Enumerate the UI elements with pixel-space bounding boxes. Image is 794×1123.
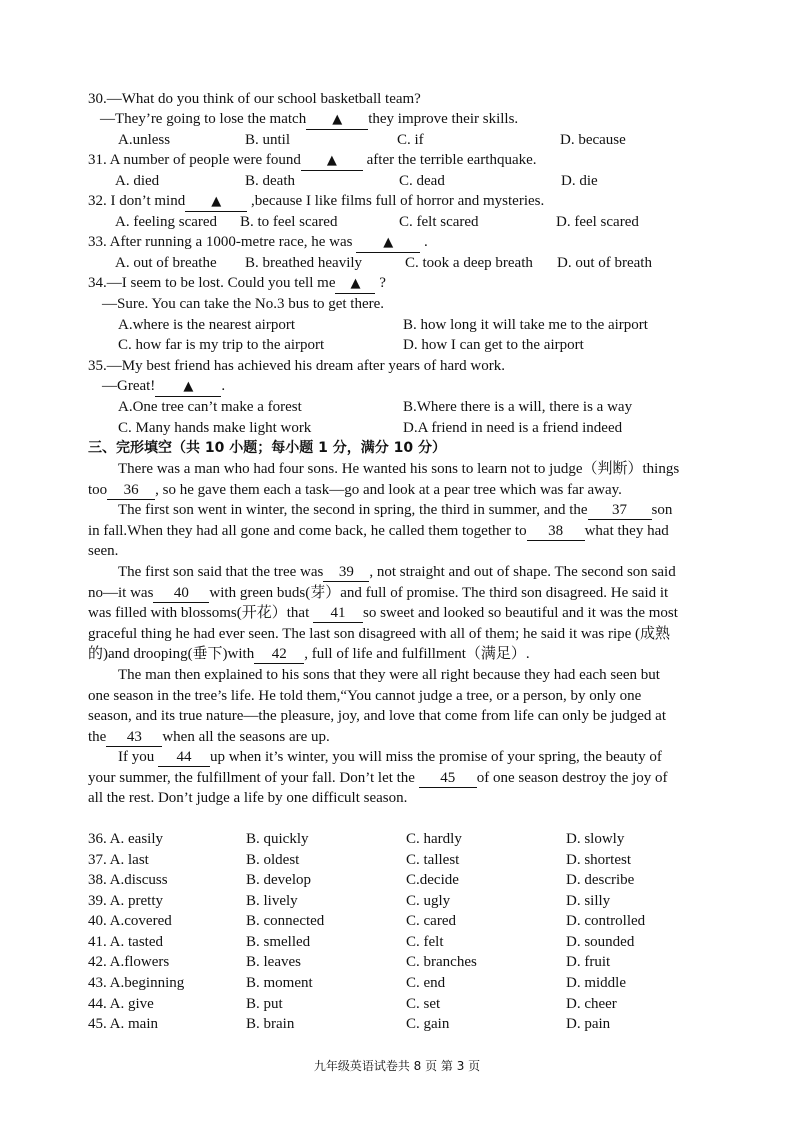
passage-line bbox=[88, 727, 330, 747]
q32-option-b: B. to feel scared bbox=[240, 214, 338, 230]
choice-row-38-b: B. develop bbox=[246, 872, 311, 888]
passage-line: season, and its true nature—the pleasure, joy, and love that come from life can only be judged at bbox=[88, 708, 667, 724]
q35-reply-after: . bbox=[221, 378, 226, 394]
choice-row-37-b: B. oldest bbox=[246, 852, 300, 868]
triangle-icon: ▲ bbox=[383, 235, 394, 250]
passage-line: seen. bbox=[88, 543, 119, 559]
q33-option-b: B. breathed heavily bbox=[245, 255, 363, 271]
blank-38: 38 bbox=[527, 522, 585, 541]
choice-row-41-b: B. smelled bbox=[246, 934, 311, 950]
passage-text: of one season destroy the joy of bbox=[476, 770, 668, 786]
passage-text: was filled with blossoms(开花）that bbox=[88, 605, 313, 621]
q33-before: 33. After running a 1000-metre race, he was bbox=[88, 234, 357, 250]
blank-42: 42 bbox=[254, 645, 304, 664]
passage-text: , not straight and out of shape. The second son said bbox=[369, 564, 676, 580]
blank-43: 43 bbox=[106, 728, 162, 747]
q35-option-d: D.A friend in need is a friend indeed bbox=[403, 420, 623, 436]
q34-option-d: D. how I can get to the airport bbox=[403, 337, 584, 353]
passage-text: , full of life and fulfillment（满足）. bbox=[304, 646, 530, 662]
q31-blank bbox=[301, 151, 363, 171]
blank-44: 44 bbox=[158, 748, 210, 767]
q34-before: 34.—I seem to be lost. Could you tell me bbox=[88, 275, 336, 291]
q34-option-c: C. how far is my trip to the airport bbox=[118, 337, 325, 353]
choice-row-43-b: B. moment bbox=[246, 975, 313, 991]
passage-text: If you bbox=[118, 749, 158, 765]
passage-line bbox=[88, 768, 668, 788]
q31-before: 31. A number of people were found bbox=[88, 152, 301, 168]
choice-row-44-b: B. put bbox=[246, 996, 283, 1012]
q30-blank bbox=[306, 110, 368, 130]
blank-37: 37 bbox=[588, 501, 652, 520]
choice-row-41-c: C. felt bbox=[406, 934, 444, 950]
q35-reply-before: —Great! bbox=[102, 378, 156, 394]
choice-row-39-b: B. lively bbox=[246, 893, 298, 909]
choice-row-43-d: D. middle bbox=[566, 975, 626, 991]
triangle-icon: ▲ bbox=[350, 276, 361, 291]
q35-blank bbox=[155, 377, 221, 397]
choice-row-45-c: C. gain bbox=[406, 1016, 450, 1032]
blank-36: 36 bbox=[107, 481, 155, 500]
passage-line: all the rest. Don’t judge a life by one difficult season. bbox=[88, 790, 408, 806]
choice-row-43-a: 43. A.beginning bbox=[88, 975, 185, 991]
choice-row-40-a: 40. A.covered bbox=[88, 913, 172, 929]
choice-row-37-a: 37. A. last bbox=[88, 852, 149, 868]
passage-text: your summer, the fulfillment of your fall. Don’t let the bbox=[88, 770, 419, 786]
q32-after: ,because I like films full of horror and mysteries. bbox=[247, 193, 545, 209]
passage-line: graceful thing he had ever seen. The last son disagreed with all of them; he said it was ripe (成熟 bbox=[88, 626, 671, 642]
blank-45: 45 bbox=[419, 769, 477, 788]
passage-line bbox=[88, 521, 669, 541]
passage-text: The first son said that the tree was bbox=[118, 564, 324, 580]
passage-text: too bbox=[88, 482, 108, 498]
q33-option-c: C. took a deep breath bbox=[405, 255, 533, 271]
choice-row-42-c: C. branches bbox=[406, 954, 477, 970]
choice-row-39-c: C. ugly bbox=[406, 893, 451, 909]
question-30-stem: 30.—What do you think of our school basketball team? bbox=[88, 91, 421, 107]
passage-text: 的)and drooping(垂下)with bbox=[88, 646, 255, 662]
choice-row-44-c: C. set bbox=[406, 996, 441, 1012]
section-3-title: 三、完形填空（共 10 小题；每小题 1 分，满分 10 分） bbox=[88, 440, 446, 456]
passage-text: in fall.When they had all gone and come back, he called them together to bbox=[88, 523, 527, 539]
passage-text: The first son went in winter, the second in spring, the third in summer, and the bbox=[118, 502, 588, 518]
passage-line: The man then explained to his sons that they were all right because they had each seen but bbox=[118, 667, 660, 683]
question-34-stem bbox=[88, 273, 386, 293]
choice-row-42-b: B. leaves bbox=[246, 954, 301, 970]
q34-option-b: B. how long it will take me to the airport bbox=[403, 317, 648, 333]
q33-option-d: D. out of breath bbox=[557, 255, 652, 271]
choice-row-44-a: 44. A. give bbox=[88, 996, 154, 1012]
question-34-reply: —Sure. You can take the No.3 bus to get there. bbox=[102, 296, 385, 312]
choice-row-43-c: C. end bbox=[406, 975, 446, 991]
choice-row-36-b: B. quickly bbox=[246, 831, 309, 847]
choice-row-39-d: D. silly bbox=[566, 893, 611, 909]
choice-row-38-a: 38. A.discuss bbox=[88, 872, 168, 888]
passage-text: son bbox=[651, 502, 673, 518]
q34-option-a: A.where is the nearest airport bbox=[118, 317, 296, 333]
q30-option-b: B. until bbox=[245, 132, 291, 148]
q33-blank bbox=[356, 233, 420, 253]
passage-line: one season in the tree’s life. He told them,“You cannot judge a tree, or a person, by only one bbox=[88, 688, 642, 704]
choice-row-37-d: D. shortest bbox=[566, 852, 631, 868]
q31-after: after the terrible earthquake. bbox=[362, 152, 537, 168]
question-32-stem bbox=[88, 191, 544, 211]
q31-option-c: C. dead bbox=[399, 173, 445, 189]
q31-option-b: B. death bbox=[245, 173, 295, 189]
q30-option-d: D. because bbox=[560, 132, 626, 148]
question-30-reply bbox=[100, 109, 518, 129]
q34-blank bbox=[335, 274, 375, 294]
q32-option-a: A. feeling scared bbox=[115, 214, 218, 230]
choice-row-40-c: C. cared bbox=[406, 913, 456, 929]
choice-row-39-a: 39. A. pretty bbox=[88, 893, 163, 909]
passage-text: , so he gave them each a task—go and look at a pear tree which was far away. bbox=[155, 482, 622, 498]
choice-row-41-d: D. sounded bbox=[566, 934, 635, 950]
choice-row-37-c: C. tallest bbox=[406, 852, 460, 868]
passage-line bbox=[88, 480, 622, 500]
passage-text: so sweet and looked so beautiful and it was the most bbox=[363, 605, 678, 621]
passage-text: no—it was bbox=[88, 585, 154, 601]
q30-option-a: A.unless bbox=[118, 132, 171, 148]
passage-text: with green buds(芽）and full of promise. The third son disagreed. He said it bbox=[209, 585, 669, 601]
choice-row-36-d: D. slowly bbox=[566, 831, 625, 847]
q30-reply-after: they improve their skills. bbox=[368, 111, 519, 127]
q32-blank bbox=[185, 192, 247, 212]
passage-text: the bbox=[88, 729, 107, 745]
q34-after: ? bbox=[375, 275, 386, 291]
blank-40: 40 bbox=[153, 584, 209, 603]
q31-option-a: A. died bbox=[115, 173, 160, 189]
q32-before: 32. I don’t mind bbox=[88, 193, 186, 209]
choice-row-45-d: D. pain bbox=[566, 1016, 611, 1032]
choice-row-40-d: D. controlled bbox=[566, 913, 646, 929]
choice-row-41-a: 41. A. tasted bbox=[88, 934, 163, 950]
triangle-icon: ▲ bbox=[211, 194, 222, 209]
q30-reply-before: —They’re going to lose the match bbox=[100, 111, 307, 127]
passage-line bbox=[88, 583, 668, 603]
q35-option-b: B.Where there is a will, there is a way bbox=[403, 399, 633, 415]
q35-option-a: A.One tree can’t make a forest bbox=[118, 399, 302, 415]
question-31-stem bbox=[88, 150, 537, 170]
triangle-icon: ▲ bbox=[326, 153, 337, 168]
question-35-reply bbox=[102, 376, 225, 396]
triangle-icon: ▲ bbox=[332, 112, 343, 127]
choice-row-40-b: B. connected bbox=[246, 913, 325, 929]
passage-line bbox=[118, 562, 676, 582]
q33-option-a: A. out of breathe bbox=[115, 255, 217, 271]
q32-option-d: D. feel scared bbox=[556, 214, 639, 230]
choice-row-44-d: D. cheer bbox=[566, 996, 617, 1012]
passage-text: when all the seasons are up. bbox=[162, 729, 330, 745]
passage-line: There was a man who had four sons. He wanted his sons to learn not to judge（判断）things bbox=[118, 461, 680, 477]
passage-line bbox=[88, 644, 530, 664]
passage-line bbox=[88, 603, 678, 623]
triangle-icon: ▲ bbox=[183, 379, 194, 394]
choice-row-38-d: D. describe bbox=[566, 872, 635, 888]
question-35-stem: 35.—My best friend has achieved his dream after years of hard work. bbox=[88, 358, 505, 374]
q35-option-c: C. Many hands make light work bbox=[118, 420, 312, 436]
passage-line bbox=[118, 747, 662, 767]
choice-row-36-a: 36. A. easily bbox=[88, 831, 163, 847]
q31-option-d: D. die bbox=[561, 173, 598, 189]
blank-39: 39 bbox=[323, 563, 369, 582]
choice-row-36-c: C. hardly bbox=[406, 831, 462, 847]
question-33-stem bbox=[88, 232, 428, 252]
passage-text: up when it’s winter, you will miss the promise of your spring, the beauty of bbox=[210, 749, 662, 765]
choice-row-42-d: D. fruit bbox=[566, 954, 611, 970]
choice-row-45-b: B. brain bbox=[246, 1016, 295, 1032]
q33-after: . bbox=[420, 234, 428, 250]
q30-option-c: C. if bbox=[397, 132, 424, 148]
passage-line bbox=[118, 500, 672, 520]
passage-text: what they had bbox=[584, 523, 669, 539]
blank-41: 41 bbox=[313, 604, 363, 623]
choice-row-38-c: C.decide bbox=[406, 872, 459, 888]
q32-option-c: C. felt scared bbox=[399, 214, 479, 230]
page-footer: 九年级英语试卷共 8 页 第 3 页 bbox=[313, 1059, 481, 1073]
choice-row-42-a: 42. A.flowers bbox=[88, 954, 170, 970]
choice-row-45-a: 45. A. main bbox=[88, 1016, 158, 1032]
